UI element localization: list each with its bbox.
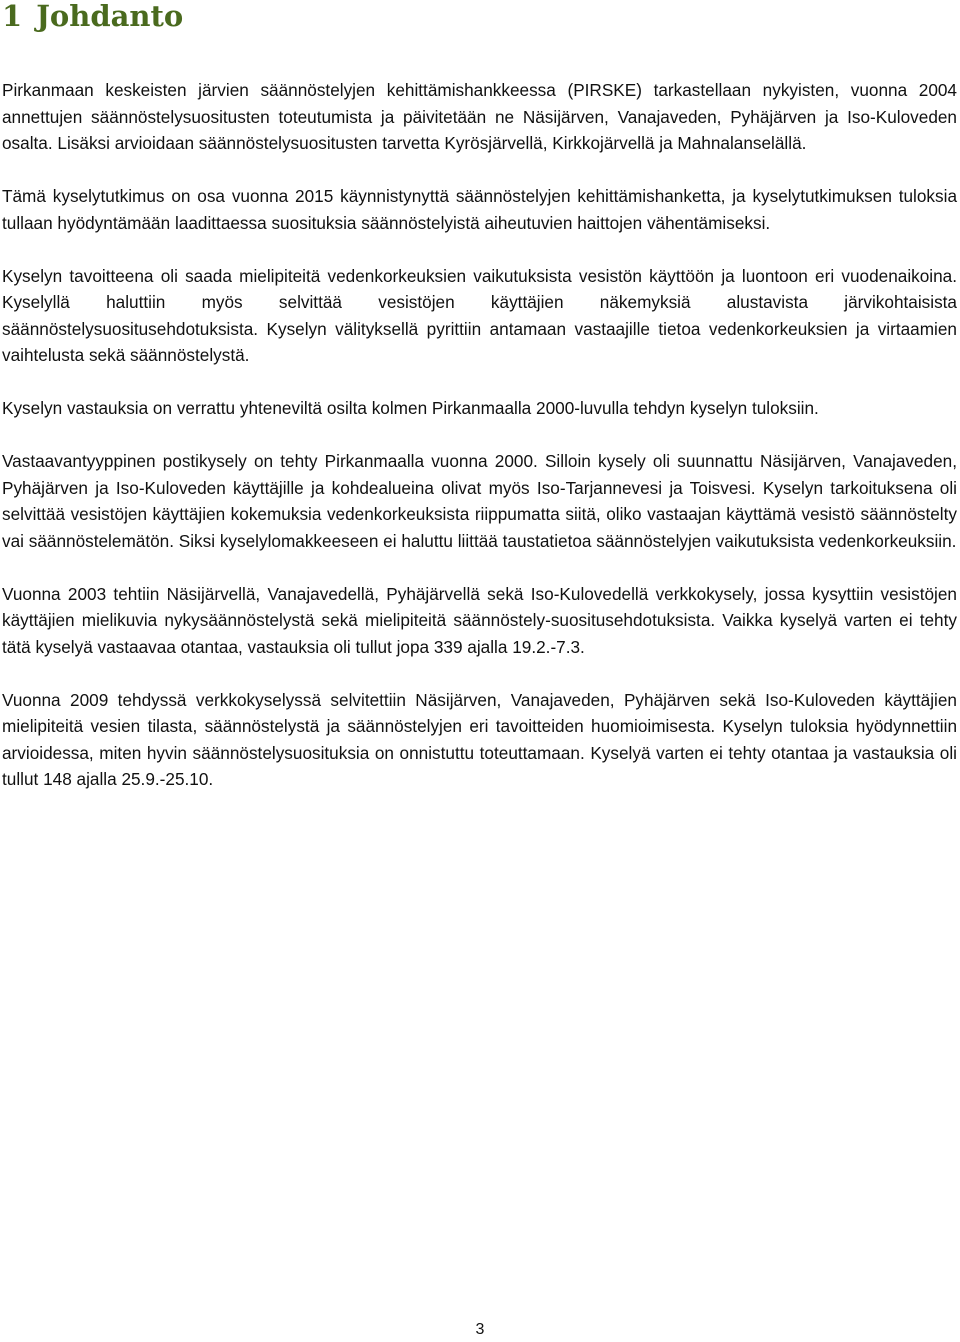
paragraph-survey-goal: Kyselyn tavoitteena oli saada mielipiteitä vedenkorkeuksien vaikutuksista vesistön käyttöön ja luontoon eri vuodenaikoina. Kyselyllä haluttiin myös selvittää vesistöjen käyttäjien näkemyksiä alustavista järvikohtaisista säännöstelysuositusehdotuksista. Kyselyn välityksellä pyrittiin antamaan vastaajille tietoa vedenkorkeuksien ja virtaamien vaihtelusta sekä säännöstelystä.: [2, 265, 957, 365]
paragraph-survey-2000: Vastaavantyyppinen postikysely on tehty Pirkanmaalla vuonna 2000. Silloin kysely oli suunnattu Näsijärven, Vanajaveden, Pyhäjärven ja Iso-Kuloveden käyttäjille ja kohdealueina olivat myös Iso-Tarjannevesi ja Toisvesi. Kyselyn tarkoituksena oli selvittää vesistöjen käyttäjien kokemuksia vedenkorkeuksista riippumatta siitä, oliko vastaajan käyttämä vesistö säännöstelty vai säännöstelemätön. Siksi kyselylomakkeeseen ei haluttu liittää taustatietoa säännöstelyjen vaikutuksista vedenkorkeuksiin.: [2, 451, 957, 551]
paragraph-survey-2003: Vuonna 2003 tehtiin Näsijärvellä, Vanajavedellä, Pyhäjärvellä sekä Iso-Kulovedellä verkkokysely, jossa kysyttiin vesistöjen käyttäjien mielikuvia nykysäännöstelystä sekä mielipiteitä säännöstely-suositusehdotuksista. Vaikka kyselyä varten ei tehty tätä kyselyä vastaavaa otantaa, vastauksia oli tullut jopa 339 ajalla 19.2.-7.3.: [2, 583, 957, 657]
section-heading: [2, 0, 183, 32]
paragraph-intro: Pirkanmaan keskeisten järvien säännöstelyjen kehittämishankkeessa (PIRSKE) tarkastellaan nykyisten, vuonna 2004 annettujen säännöstelysuositusten toteutumista ja päivitetään ne Näsijärven, Vanajaveden, Pyhäjärven ja Iso-Kuloveden osalta. Lisäksi arvioidaan säännöstelysuositusten tarvetta Kyrösjärvellä, Kirkkojärvellä ja Mahnalanselällä.: [2, 80, 957, 153]
paragraph-survey-purpose: Tämä kyselytutkimus on osa vuonna 2015 käynnistynyttä säännöstelyjen kehittämishanketta, ja kyselytutkimuksen tuloksia tullaan hyödyntämään laadittaessa suosituksia säännöstelyistä aiheutuvien haittojen vähentämiseksi.: [2, 186, 957, 233]
body-text: [2, 77, 957, 819]
paragraph-survey-2009: Vuonna 2009 tehdyssä verkkokyselyssä selvitettiin Näsijärven, Vanajaveden, Pyhäjärven sekä Iso-Kuloveden käyttäjien mielipiteitä vesien tilasta, säännöstelystä ja säännöstelyjen eri tavoitteiden huomioimisesta. Kyselyn tuloksia hyödynnettiin arvioidessa, miten hyvin säännöstelysuosituksia on onnistuttu toteuttamaan. Kyselyä varten ei tehty otantaa ja vastauksia oli tullut 148 ajalla 25.9.-25.10.: [2, 689, 957, 789]
section-title: Johdanto: [36, 0, 184, 33]
page-number: 3: [475, 1321, 485, 1338]
paragraph-comparison: Kyselyn vastauksia on verrattu yhteneviltä osilta kolmen Pirkanmaalla 2000-luvulla tehdyn kyselyn tuloksiin.: [2, 398, 819, 418]
section-number: 1: [2, 0, 23, 33]
